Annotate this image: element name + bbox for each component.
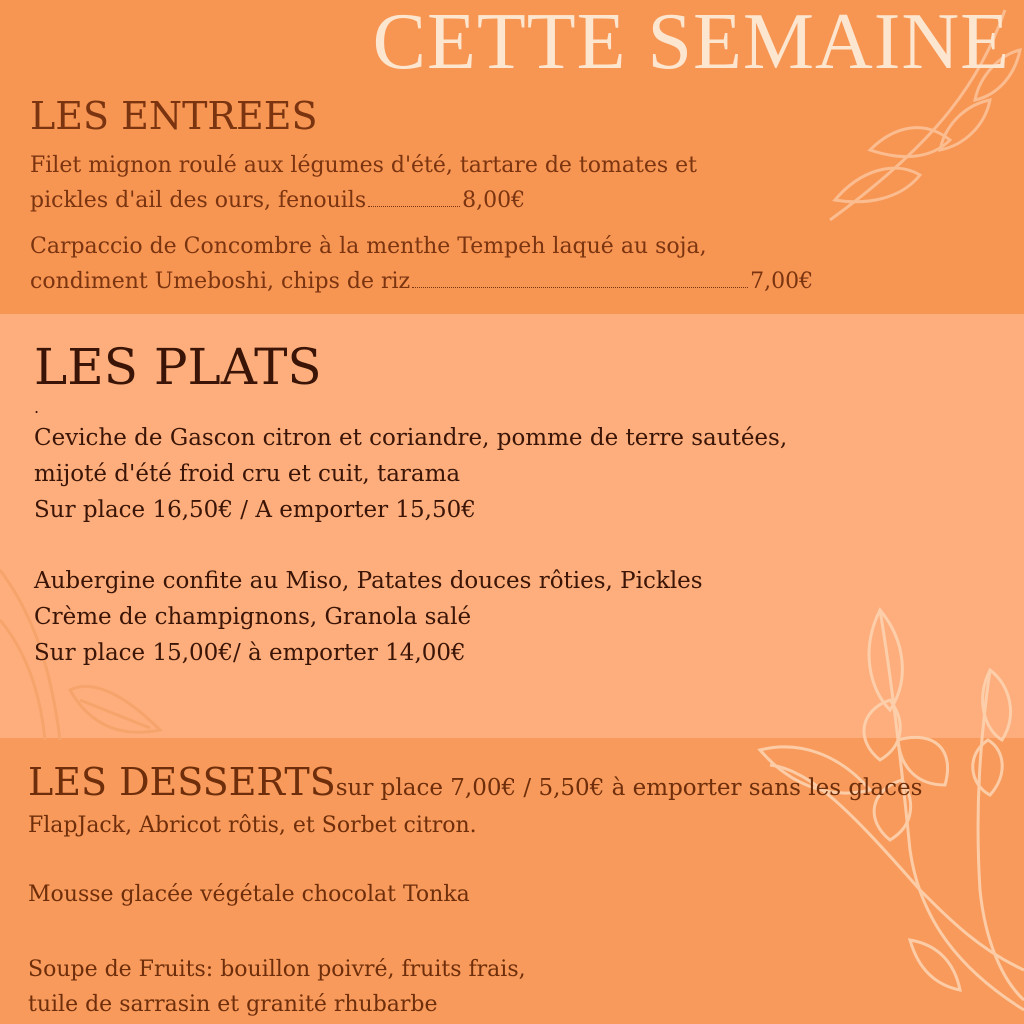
dessert-item	[28, 808, 477, 843]
entree-item	[30, 148, 697, 218]
dotted-leader	[412, 286, 748, 288]
plat-line: mijoté d'été froid cru et cuit, tarama	[34, 461, 461, 487]
entree-price: 7,00€	[750, 269, 814, 294]
plat-line: Ceviche de Gascon citron et coriandre, pomme de terre sautées,	[34, 425, 788, 451]
dessert-item	[28, 952, 526, 1022]
entrees-heading: LES ENTREES	[30, 94, 318, 138]
dotted-leader	[368, 205, 460, 207]
desserts-header	[28, 760, 922, 804]
entree-price: 8,00€	[462, 188, 526, 213]
entree-line-text: pickles d'ail des ours, fenouils	[30, 188, 367, 213]
plats-dot: .	[34, 398, 40, 417]
entree-line: Filet mignon roulé aux légumes d'été, tartare de tomates et	[30, 153, 698, 178]
plat-item	[34, 563, 703, 671]
menu-title: CETTE SEMAINE	[372, 0, 1010, 86]
plats-heading: LES PLATS	[34, 338, 322, 396]
entree-line	[30, 264, 813, 299]
entree-line	[30, 183, 697, 218]
dessert-item	[28, 877, 470, 912]
entree-line: Carpaccio de Concombre à la menthe Tempeh laqué au soja,	[30, 234, 707, 259]
desserts-price-note: sur place 7,00€ / 5,50€ à emporter sans les glaces	[335, 775, 923, 801]
dessert-line: Soupe de Fruits: bouillon poivré, fruits frais,	[28, 957, 526, 982]
plat-line: Aubergine confite au Miso, Patates douces rôties, Pickles	[34, 568, 703, 594]
desserts-heading: LES DESSERTS	[28, 760, 336, 804]
dessert-line: tuile de sarrasin et granité rhubarbe	[28, 992, 438, 1017]
plat-line: Crème de champignons, Granola salé	[34, 604, 472, 630]
plat-price: Sur place 15,00€/ à emporter 14,00€	[34, 640, 466, 666]
dessert-line: Mousse glacée végétale chocolat Tonka	[28, 882, 470, 907]
plat-item	[34, 420, 787, 528]
plat-price: Sur place 16,50€ / A emporter 15,50€	[34, 497, 476, 523]
entree-item	[30, 229, 813, 299]
dessert-line: FlapJack, Abricot rôtis, et Sorbet citron.	[28, 813, 477, 838]
entree-line-text: condiment Umeboshi, chips de riz	[30, 269, 411, 294]
